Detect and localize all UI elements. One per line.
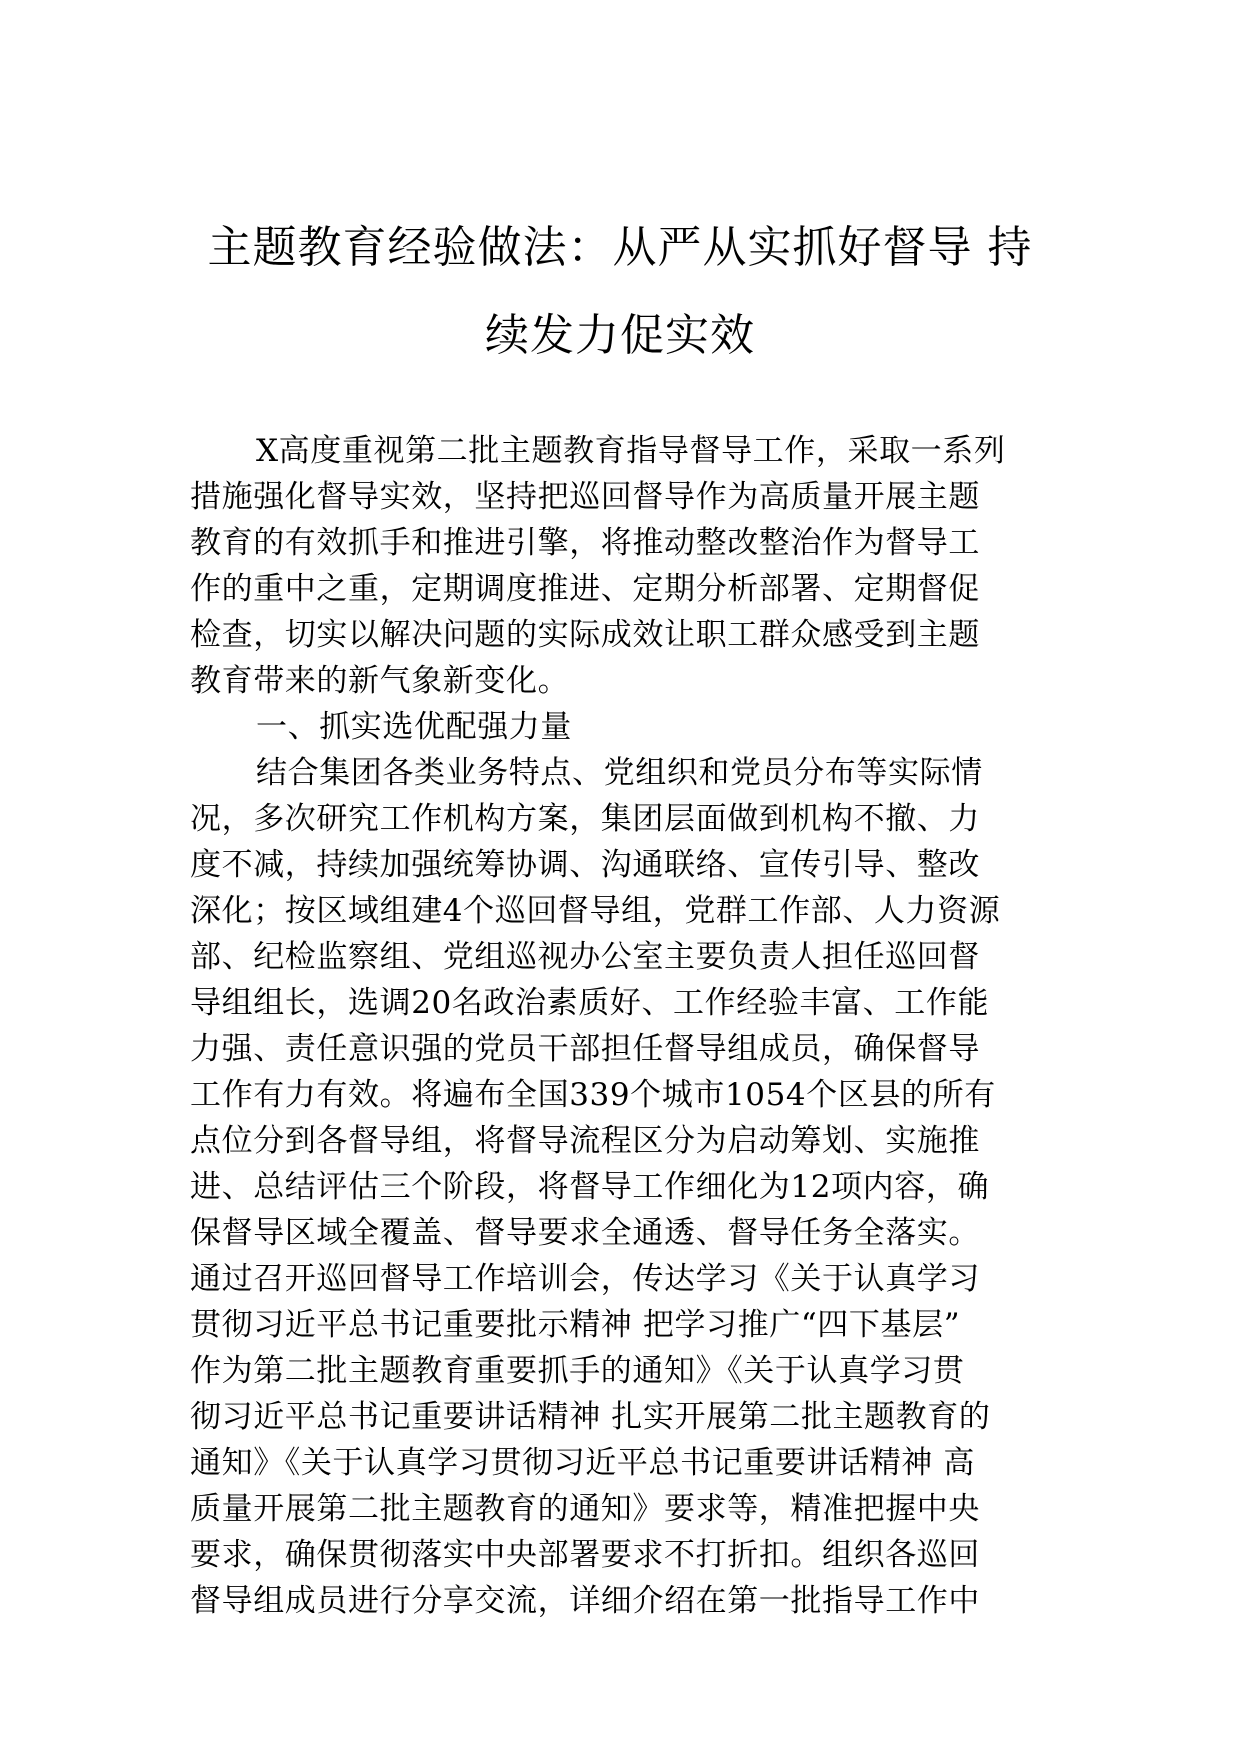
paragraph-line: 教育带来的新气象新变化。 [190,663,570,699]
paragraph-line: 点位分到各督导组，将督导流程区分为启动筹划、实施推 [190,1123,980,1159]
paragraph-line: 保督导区域全覆盖、督导要求全通透、督导任务全落实。 [190,1215,980,1251]
title-line-2: 续发力促实效 [485,310,755,361]
paragraph-line: 度不减，持续加强统筹协调、沟通联络、宣传引导、整改 [190,847,980,883]
section-heading: 一、抓实选优配强力量 [256,709,572,745]
paragraph-line: 贯彻习近平总书记重要批示精神 把学习推广“四下基层” [190,1307,961,1343]
paragraph-line: 作为第二批主题教育重要抓手的通知》《关于认真学习贯 [190,1353,965,1389]
paragraph-line: 工作有力有效。将遍布全国339个城市1054个区县的所有 [190,1077,996,1113]
title-line-1: 主题教育经验做法：从严从实抓好督导 持 [207,222,1033,273]
paragraph-line: 力强、责任意识强的党员干部担任督导组成员，确保督导 [190,1031,980,1067]
document-title [190,204,1050,380]
document-body [190,428,1050,1624]
paragraph-line: 况，多次研究工作机构方案，集团层面做到机构不撤、力 [190,801,980,837]
paragraph-line: 导组组长，选调20名政治素质好、工作经验丰富、工作能 [190,985,990,1021]
paragraph-line: 要求，确保贯彻落实中央部署要求不打折扣。组织各巡回 [190,1537,980,1573]
paragraph-line: 督导组成员进行分享交流，详细介绍在第一批指导工作中 [190,1583,980,1619]
paragraph-line: X高度重视第二批主题教育指导督导工作，采取一系列 [256,433,1006,469]
paragraph-line: 彻习近平总书记重要讲话精神 扎实开展第二批主题教育的 [190,1399,991,1435]
paragraph-line: 检查，切实以解决问题的实际成效让职工群众感受到主题 [190,617,980,653]
paragraph-line: 质量开展第二批主题教育的通知》要求等，精准把握中央 [190,1491,980,1527]
paragraph-line: 通过召开巡回督导工作培训会，传达学习《关于认真学习 [190,1261,980,1297]
paragraph-line: 部、纪检监察组、党组巡视办公室主要负责人担任巡回督 [190,939,980,975]
paragraph-line: 进、总结评估三个阶段，将督导工作细化为12项内容，确 [190,1169,990,1205]
paragraph-line: 教育的有效抓手和推进引擎，将推动整改整治作为督导工 [190,525,980,561]
paragraph-line: 措施强化督导实效，坚持把巡回督导作为高质量开展主题 [190,479,980,515]
paragraph-line: 结合集团各类业务特点、党组织和党员分布等实际情 [256,755,983,791]
paragraph-line: 深化；按区域组建4个巡回督导组，党群工作部、人力资源 [190,893,1001,929]
paragraph-line: 通知》《关于认真学习贯彻习近平总书记重要讲话精神 高 [190,1445,975,1481]
paragraph-line: 作的重中之重，定期调度推进、定期分析部署、定期督促 [190,571,980,607]
